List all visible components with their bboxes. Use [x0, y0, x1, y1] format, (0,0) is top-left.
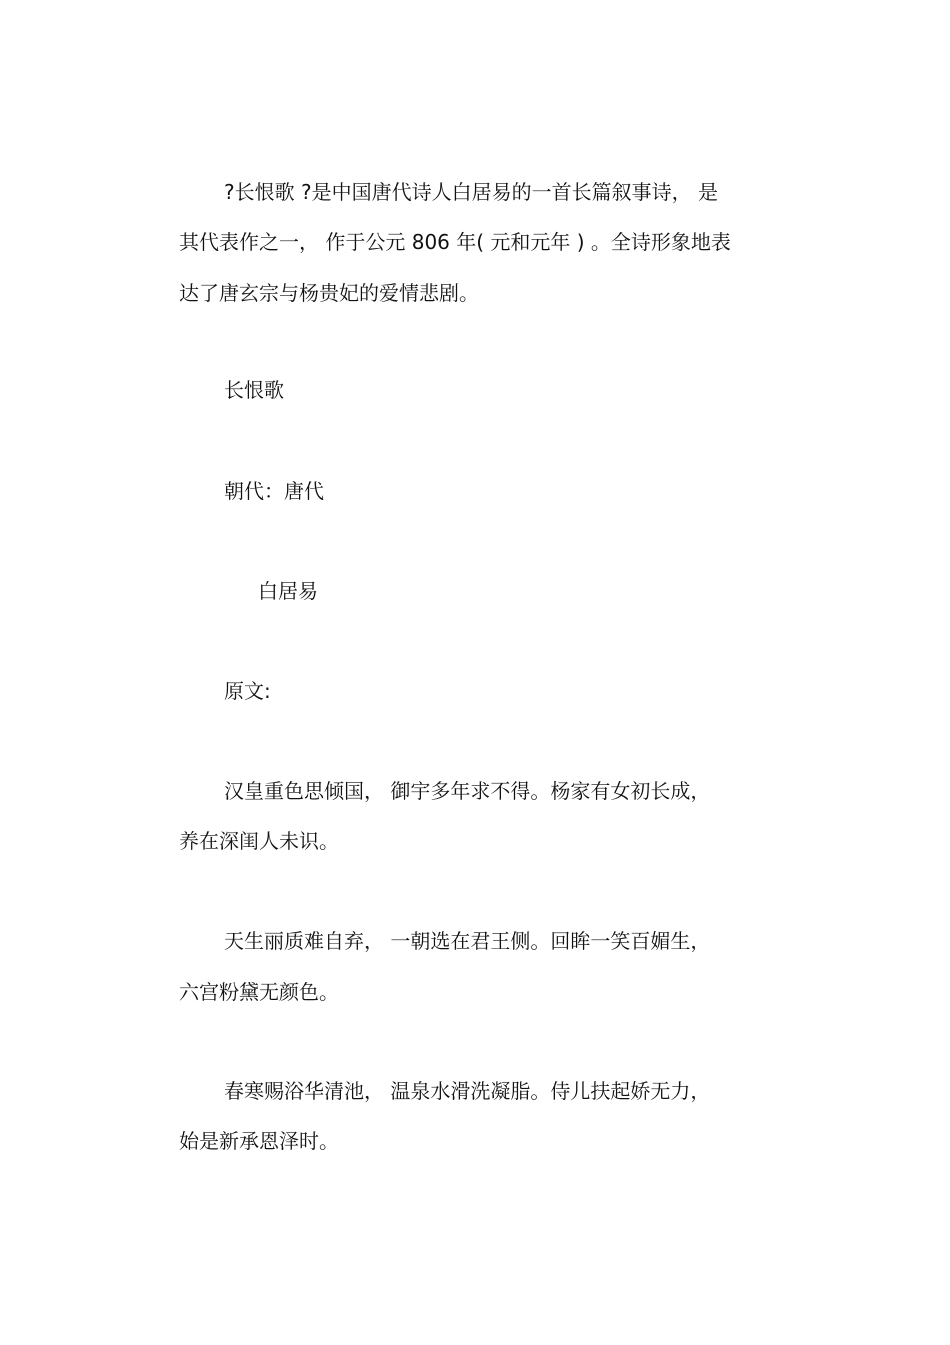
stanza-2-line-1: 天生丽质难自弃， 一朝选在君王侧。回眸一笑百媚生，	[224, 929, 711, 953]
stanza-1-line-2: 养在深闺人未识。	[179, 829, 339, 853]
poem-title: 长恨歌	[224, 378, 284, 402]
original-label: 原文:	[224, 679, 271, 703]
author-line: 白居易	[258, 579, 318, 603]
dynasty-line: 朝代：唐代	[224, 479, 324, 503]
intro-line-1: ?长恨歌 ?是中国唐代诗人白居易的一首长篇叙事诗， 是	[224, 180, 718, 204]
stanza-2-line-2: 六宫粉黛无颜色。	[179, 980, 339, 1004]
intro-line-2: 其代表作之一， 作于公元 806 年( 元和元年 ) 。全诗形象地表	[179, 230, 731, 254]
stanza-3-line-2: 始是新承恩泽时。	[179, 1129, 339, 1153]
stanza-3-line-1: 春寒赐浴华清池， 温泉水滑洗凝脂。侍儿扶起娇无力，	[224, 1079, 711, 1103]
stanza-1-line-1: 汉皇重色思倾国， 御宇多年求不得。杨家有女初长成，	[224, 779, 711, 803]
intro-line-3: 达了唐玄宗与杨贵妃的爱情悲剧。	[179, 281, 479, 305]
